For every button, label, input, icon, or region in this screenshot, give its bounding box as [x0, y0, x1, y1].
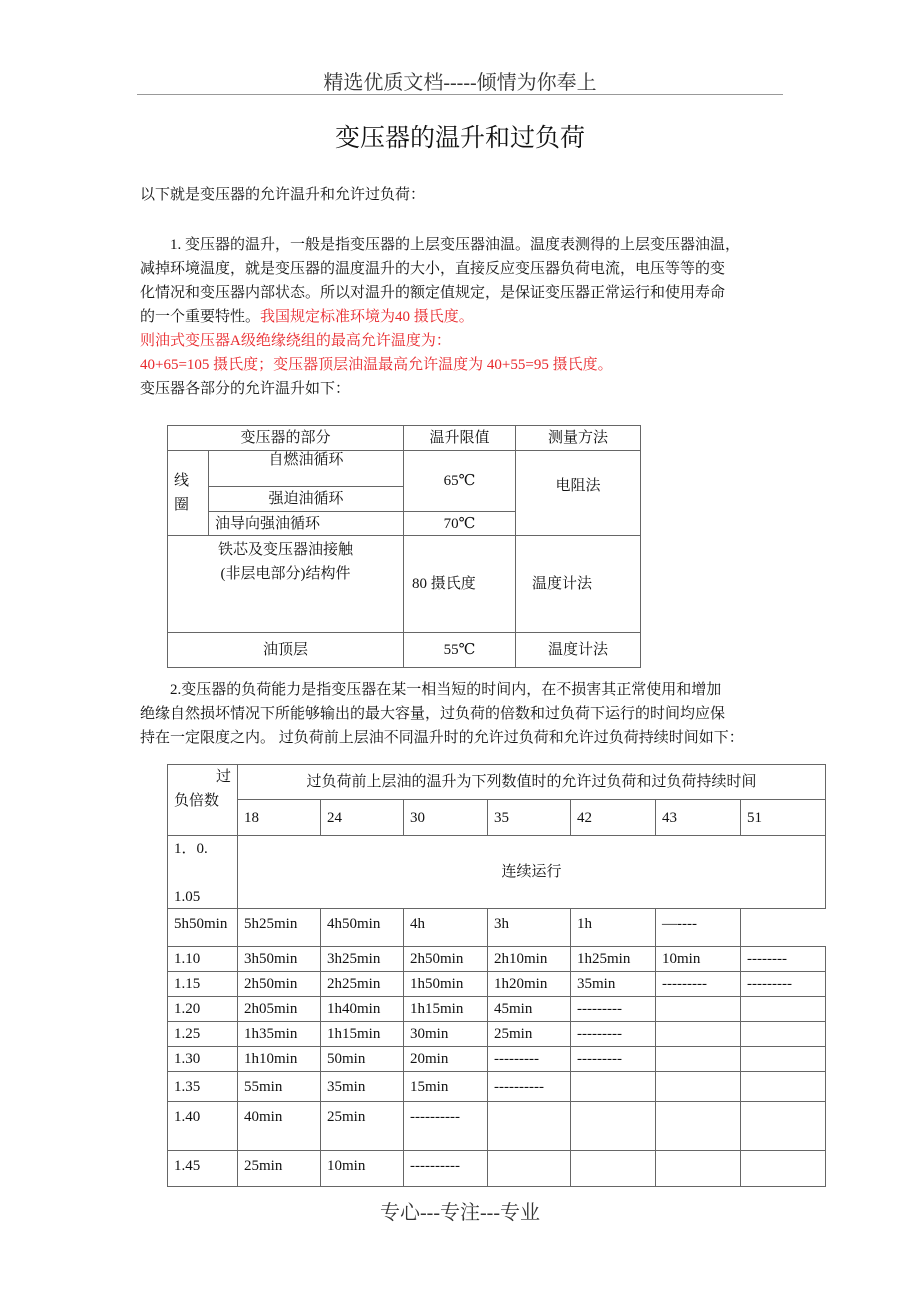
td: 5h50min [168, 909, 238, 947]
td: 1.05 [174, 889, 201, 905]
td: ---------- [404, 1102, 488, 1151]
td: 2h25min [321, 972, 404, 997]
overload-table [167, 764, 826, 1187]
td: 55℃ [404, 633, 516, 668]
th: 42 [571, 800, 656, 836]
red-text: 40+65=105 摄氏度；变压器顶层油温最高允许温度为 40+55=95 摄氏度。 [140, 357, 613, 373]
td: 3h25min [321, 947, 404, 972]
para1-line-4 [140, 305, 474, 329]
td: 1.25 [168, 1022, 238, 1047]
td: 3h [488, 909, 571, 947]
td: --------- [741, 972, 826, 997]
td: 1.30 [168, 1047, 238, 1072]
td: 1.15 [168, 972, 238, 997]
td: 10min [321, 1151, 404, 1187]
th: 过负荷前上层油的温升为下列数值时的允许过负荷和过负荷持续时间 [238, 765, 826, 800]
para1-line: 1. 变压器的温升，一般是指变压器的上层变压器油温。温度表测得的上层变压器油温， [170, 237, 741, 253]
td [741, 1022, 826, 1047]
table-row [168, 947, 826, 972]
doc-title: 变压器的温升和过负荷 [334, 125, 585, 152]
td: 4h50min [321, 909, 404, 947]
td: 温度计法 [516, 633, 641, 668]
red-text: 则油式变压器A级绝缘绕组的最高允许温度为： [140, 333, 451, 349]
td: 1.45 [168, 1151, 238, 1187]
first-label-cell [168, 836, 238, 909]
table-row [168, 1102, 826, 1151]
th: 18 [238, 800, 321, 836]
td: 25min [488, 1022, 571, 1047]
para2-line: 持在一定限度之内。 过负荷前上层油不同温升时的允许过负荷和允许过负荷持续时间如下： [140, 730, 744, 746]
td [571, 1072, 656, 1102]
td: 1．0. [174, 841, 208, 857]
td: 45min [488, 997, 571, 1022]
td: 2h50min [238, 972, 321, 997]
temps-row [168, 800, 826, 836]
table-row [168, 1047, 826, 1072]
td: 35min [321, 1072, 404, 1102]
td [741, 1072, 826, 1102]
temp-rise-table [167, 425, 641, 668]
td [656, 1151, 741, 1187]
td [571, 1151, 656, 1187]
td: 1h50min [404, 972, 488, 997]
td: 20min [404, 1047, 488, 1072]
td: ---------- [488, 1072, 571, 1102]
td: 强迫油循环 [209, 487, 404, 512]
td: 40min [238, 1102, 321, 1151]
td: 50min [321, 1047, 404, 1072]
td: 5h25min [238, 909, 321, 947]
th: 过 [215, 769, 231, 785]
td: 2h50min [404, 947, 488, 972]
td [741, 1047, 826, 1072]
td: —---- [656, 909, 741, 947]
td [656, 1047, 741, 1072]
td [741, 1151, 826, 1187]
header-divider [137, 94, 783, 95]
red-text: 我国规定标准环境为40 摄氏度。 [260, 309, 474, 325]
th: 51 [741, 800, 826, 836]
td: 4h [404, 909, 488, 947]
th: 24 [321, 800, 404, 836]
para1-line: 的一个重要特性。 [140, 309, 261, 325]
th: 温升限值 [404, 426, 516, 451]
para1-line: 化情况和变压器内部状态。所以对温升的额定值规定，是保证变压器正常运行和使用寿命 [140, 285, 726, 301]
th: 35 [488, 800, 571, 836]
td: --------- [571, 997, 656, 1022]
td: 15min [404, 1072, 488, 1102]
td: 30min [404, 1022, 488, 1047]
th: 变压器的部分 [168, 426, 404, 451]
td [656, 1022, 741, 1047]
td [571, 1102, 656, 1151]
intro: 以下就是变压器的允许温升和允许过负荷： [140, 187, 426, 203]
td: 2h05min [238, 997, 321, 1022]
td: 55min [238, 1072, 321, 1102]
td: --------- [656, 972, 741, 997]
td: 1.35 [168, 1072, 238, 1102]
td: 连续运行 [238, 836, 826, 909]
td: 油顶层 [168, 633, 404, 668]
td: 2h10min [488, 947, 571, 972]
td [488, 1102, 571, 1151]
td [656, 997, 741, 1022]
td: 1h20min [488, 972, 571, 997]
table-row [168, 997, 826, 1022]
td: 1h15min [321, 1022, 404, 1047]
td: --------- [571, 1047, 656, 1072]
td: 10min [656, 947, 741, 972]
td [488, 1151, 571, 1187]
td: --------- [488, 1047, 571, 1072]
td: 1h40min [321, 997, 404, 1022]
td: 3h50min [238, 947, 321, 972]
table-row [168, 909, 826, 947]
td: 自燃油循环 [209, 451, 404, 487]
td: 1h35min [238, 1022, 321, 1047]
td: 1h15min [404, 997, 488, 1022]
td: 线 圈 [168, 451, 209, 536]
th: 43 [656, 800, 741, 836]
td: 1h25min [571, 947, 656, 972]
td: 70℃ [404, 512, 516, 536]
td: (非层电部分)结构件 [220, 566, 351, 582]
corner-cell [168, 765, 238, 836]
td: 1.10 [168, 947, 238, 972]
td: --------- [571, 1022, 656, 1047]
th: 负倍数 [174, 793, 220, 809]
td: 25min [238, 1151, 321, 1187]
td [656, 1072, 741, 1102]
para2-line: 2.变压器的负荷能力是指变压器在某一相当短的时间内，在不损害其正常使用和增加 [170, 682, 722, 698]
td [656, 1102, 741, 1151]
td: 电阻法 [516, 451, 641, 536]
td: 80 摄氏度 [404, 536, 516, 633]
core-cell [168, 536, 404, 633]
td: 35min [571, 972, 656, 997]
td: ---------- [404, 1151, 488, 1187]
table-row [168, 1072, 826, 1102]
para1-line: 减掉环境温度，就是变压器的温度温升的大小，直接反应变压器负荷电流，电压等等的变 [140, 261, 726, 277]
page-footer: 专心---专注---专业 [380, 1202, 540, 1224]
table-row [168, 1151, 826, 1187]
td: 1h10min [238, 1047, 321, 1072]
td: -------- [741, 947, 826, 972]
para2-line: 绝缘自然损坏情况下所能够输出的最大容量，过负荷的倍数和过负荷下运行的时间均应保 [140, 706, 726, 722]
td [741, 1102, 826, 1151]
td: 铁芯及变压器油接触 [218, 542, 354, 558]
page-header: 精选优质文档-----倾情为你奉上 [323, 72, 597, 94]
td: 1.40 [168, 1102, 238, 1151]
td: 25min [321, 1102, 404, 1151]
th: 30 [404, 800, 488, 836]
td [741, 997, 826, 1022]
td: 1.20 [168, 997, 238, 1022]
td: 油导向强油循环 [209, 512, 404, 536]
td: 温度计法 [516, 536, 641, 633]
td: 65℃ [404, 451, 516, 512]
td: 1h [571, 909, 656, 947]
table-row [168, 1022, 826, 1047]
table-row [168, 972, 826, 997]
th: 测量方法 [516, 426, 641, 451]
para1-line: 变压器各部分的允许温升如下： [140, 381, 351, 397]
